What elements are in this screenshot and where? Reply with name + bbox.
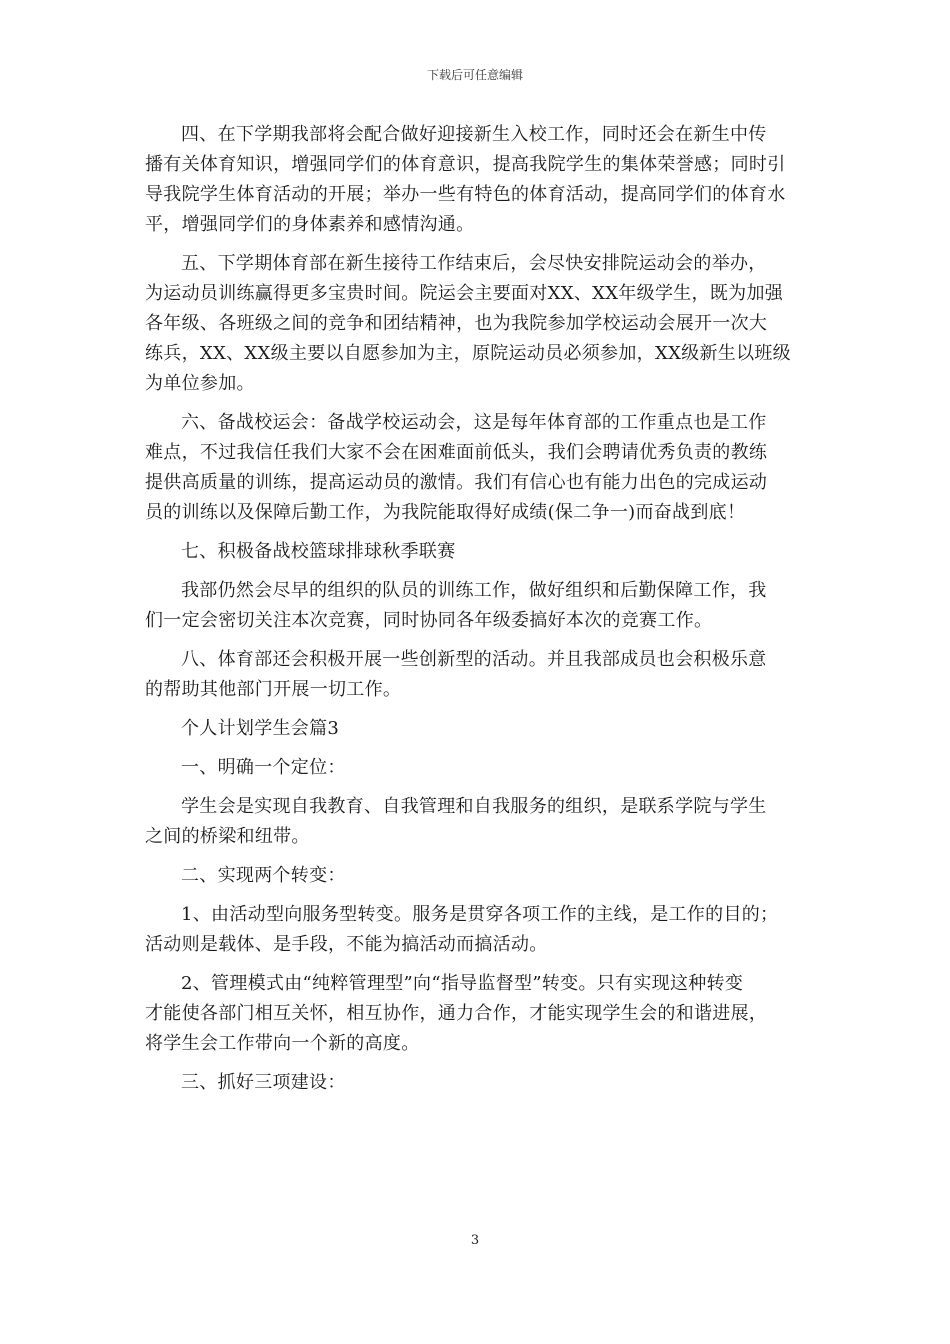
text-line: 二、实现两个转变：: [181, 865, 346, 886]
text-line: 难点，不过我信任我们大家不会在困难面前低头，我们会聘请优秀负责的教练: [145, 442, 768, 463]
text-line: 学生会是实现自我教育、自我管理和自我服务的组织，是联系学院与学生: [181, 796, 767, 817]
heading-2: [145, 861, 809, 891]
text-line: 七、积极备战校篮球排球秋季联赛: [181, 541, 456, 562]
text-line: 四、在下学期我部将会配合做好迎接新生入校工作，同时还会在新生中传: [181, 124, 767, 145]
heading-1: [145, 753, 809, 783]
text-line: 我部仍然会尽早的组织的队员的训练工作，做好组织和后勤保障工作，我: [181, 580, 767, 601]
text-line: 一、明确一个定位：: [181, 757, 346, 778]
text-line: 为运动员训练赢得更多宝贵时间。院运会主要面对XX、XX年级学生，既为加强: [145, 283, 784, 304]
paragraph-7-body: [145, 576, 809, 636]
paragraph-4: [145, 120, 809, 240]
text-line: 员的训练以及保障后勤工作，为我院能取得好成绩(保二争一)而奋战到底！: [145, 502, 746, 523]
text-line: 导我院学生体育活动的开展；举办一些有特色的体育活动，提高同学们的体育水: [145, 184, 786, 205]
paragraph-change-1: [145, 900, 809, 960]
paragraph-definition: [145, 792, 809, 852]
text-line: 的帮助其他部门开展一切工作。: [145, 679, 402, 700]
text-line: 平，增强同学们的身体素养和感情沟通。: [145, 214, 475, 235]
text-line: 1、由活动型向服务型转变。服务是贯穿各项工作的主线，是工作的目的；: [181, 904, 779, 925]
paragraph-8: [145, 645, 809, 705]
paragraph-5: [145, 249, 809, 399]
section-title: [145, 714, 809, 744]
text-line: 为单位参加。: [145, 373, 255, 394]
paragraph-7: [145, 537, 809, 567]
text-line: 活动则是载体、是手段，不能为搞活动而搞活动。: [145, 934, 548, 955]
text-line: 各年级、各班级之间的竞争和团结精神，也为我院参加学校运动会展开一次大: [145, 313, 768, 334]
text-line: 2、管理模式由“纯粹管理型”向“指导监督型”转变。只有实现这种转变: [181, 973, 744, 994]
text-line: 们一定会密切关注本次竞赛，同时协同各年级委搞好本次的竞赛工作。: [145, 610, 713, 631]
document-body: [145, 120, 809, 1107]
paragraph-change-2: [145, 969, 809, 1059]
text-line: 播有关体育知识，增强同学们的体育意识，提高我院学生的集体荣誉感；同时引: [145, 154, 786, 175]
text-line: 六、备战校运会：备战学校运动会，这是每年体育部的工作重点也是工作: [181, 412, 767, 433]
text-line: 才能使各部门相互关怀，相互协作，通力合作，才能实现学生会的和谐进展，: [145, 1003, 768, 1024]
page-header: 下载后可任意编辑: [426, 68, 523, 82]
text-line: 三、抓好三项建设：: [181, 1072, 346, 1093]
page-number: 3: [470, 1233, 480, 1248]
text-line: 练兵，XX、XX级主要以自愿参加为主，原院运动员必须参加，XX级新生以班级: [145, 343, 791, 364]
paragraph-6: [145, 408, 809, 528]
text-line: 提供高质量的训练，提高运动员的激情。我们有信心也有能力出色的完成运动: [145, 472, 768, 493]
text-line: 八、体育部还会积极开展一些创新型的活动。并且我部成员也会积极乐意: [181, 649, 767, 670]
text-line: 五、下学期体育部在新生接待工作结束后，会尽快安排院运动会的举办，: [181, 253, 767, 274]
heading-3: [145, 1068, 809, 1098]
text-line: 个人计划学生会篇3: [181, 718, 340, 739]
text-line: 之间的桥梁和纽带。: [145, 826, 310, 847]
text-line: 将学生会工作带向一个新的高度。: [145, 1033, 420, 1054]
